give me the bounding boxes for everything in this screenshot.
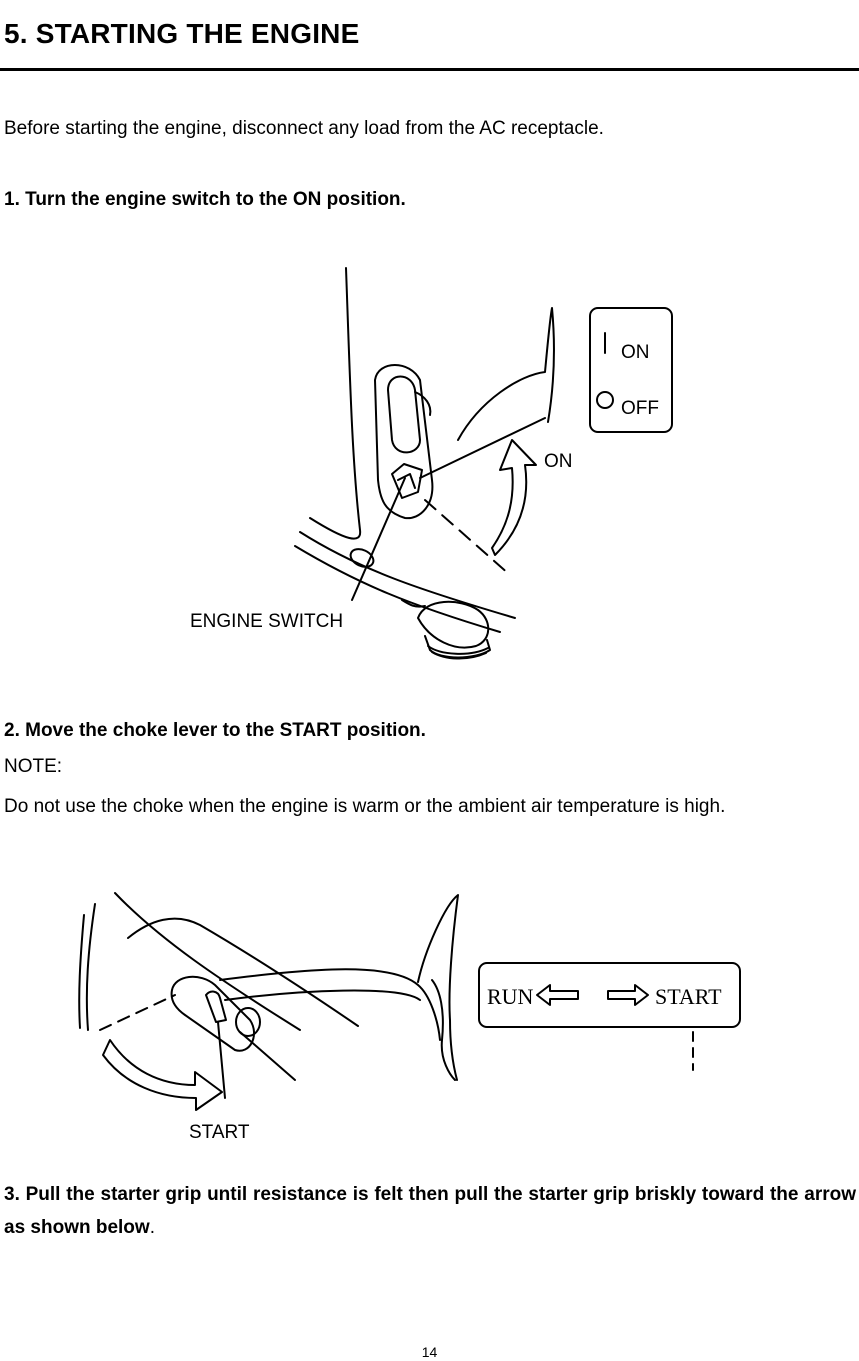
step-3-heading (4, 1178, 856, 1244)
step-2-heading: 2. Move the choke lever to the START position. (4, 720, 426, 741)
note-label: NOTE: (4, 756, 63, 777)
note-text: Do not use the choke when the engine is warm or the ambient air temperature is high. (4, 796, 726, 817)
engine-switch-label: ENGINE SWITCH (190, 611, 344, 632)
page-number: 14 (421, 1344, 438, 1360)
panel-off-label: OFF (621, 398, 659, 419)
step-1-heading: 1. Turn the engine switch to the ON position. (4, 189, 406, 210)
step-3-tail: . (149, 1217, 155, 1238)
step-3-text: 3. Pull the starter grip until resistance is felt then pull the starter grip briskly toward the arrow as shown below (4, 1184, 856, 1238)
section-title: 5. STARTING THE ENGINE (4, 18, 360, 49)
intro-text: Before starting the engine, disconnect any load from the AC receptacle. (4, 118, 604, 139)
plate-start-label: START (655, 984, 722, 1009)
plate-run-label: RUN (487, 984, 534, 1009)
start-lever-label: START (189, 1122, 250, 1143)
on-arrow-label: ON (544, 451, 573, 472)
panel-on-label: ON (621, 342, 650, 363)
